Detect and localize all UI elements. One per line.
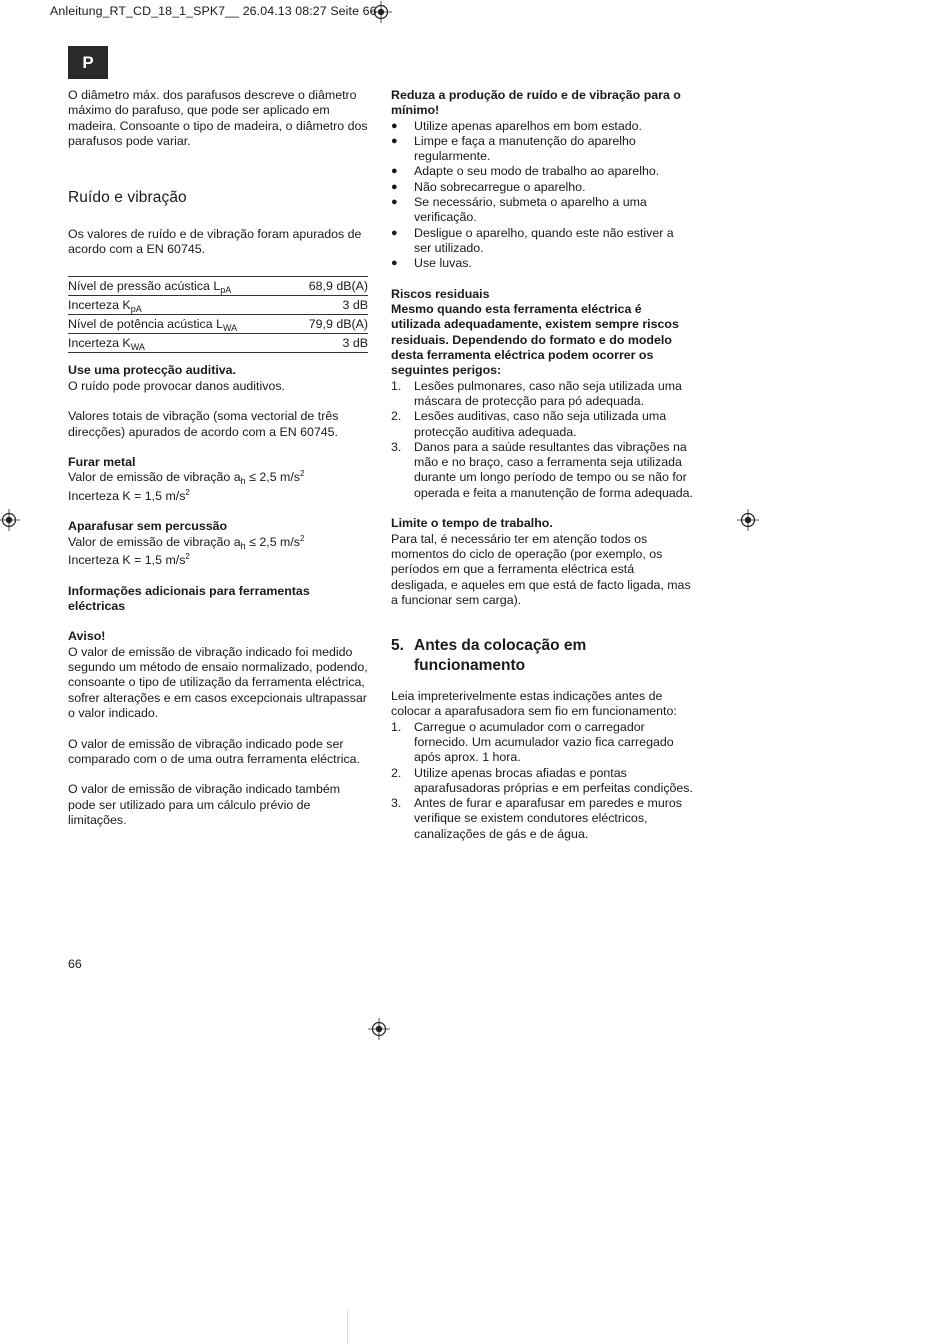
table-cell-label: Incerteza K xyxy=(68,298,131,313)
right-column xyxy=(391,88,693,842)
warning-title: Aviso! xyxy=(68,629,106,644)
chapter-heading xyxy=(391,636,693,675)
list-item-text: Se necessário, submeta o aparelho a uma verificação. xyxy=(414,195,647,225)
residual-risks-title: Riscos residuais xyxy=(391,286,490,301)
bullet-icon: ● xyxy=(391,257,398,270)
table-cell-value: 3 dB xyxy=(342,298,368,313)
screw-emission xyxy=(68,535,370,550)
list-item-text: Utilize apenas aparelhos em bom estado. xyxy=(414,118,642,133)
extra-info-title: Informações adicionais para ferramentas eléctricas xyxy=(68,583,310,613)
emission-label: Valor de emissão de vibração a xyxy=(68,470,241,485)
left-column xyxy=(68,88,370,828)
list-item xyxy=(391,195,693,226)
screw-no-impact-title: Aparafusar sem percussão xyxy=(68,519,228,534)
list-number: 1. xyxy=(391,378,402,393)
chapter-title: Antes da colocação em funcionamento xyxy=(414,637,587,674)
warning-paragraph-3: O valor de emissão de vibração indicado também pode ser utilizado para um cálculo prévio de limitações. xyxy=(68,782,341,827)
list-item xyxy=(391,379,693,410)
table-cell-subscript: WA xyxy=(130,342,145,353)
list-item-text: Lesões auditivas, caso não seja utilizada uma protecção auditiva adequada. xyxy=(414,409,667,439)
list-item-text: Lesões pulmonares, caso não seja utilizada uma máscara de protecção para pó adequada. xyxy=(414,378,682,408)
list-item-text: Desligue o aparelho, quando este não estiver a ser utilizado. xyxy=(414,225,674,255)
noise-intro-text: Os valores de ruído e de vibração foram apurados de acordo com a EN 60745. xyxy=(68,226,362,257)
list-item-text: Limpe e faça a manutenção do aparelho regularmente. xyxy=(414,133,636,164)
screw-diameter-text: O diâmetro máx. dos parafusos descreve o diâmetro máximo do parafuso, que pode ser aplicado em madeira. Consoante o tipo de madeira, o diâmetro dos parafusos pode variar. xyxy=(68,88,368,148)
reduce-noise-list xyxy=(391,119,693,272)
table-cell-value: 79,9 dB(A) xyxy=(308,317,368,332)
list-item xyxy=(391,164,693,179)
table-cell-label: Nível de potência acústica L xyxy=(68,317,223,332)
table-cell-value: 68,9 dB(A) xyxy=(308,279,368,294)
uncertainty-text: Incerteza K = 1,5 m/s xyxy=(68,488,186,503)
registration-mark-icon xyxy=(370,1,392,23)
warning-paragraph-1: O valor de emissão de vibração indicado foi medido segundo um método de ensaio normalizado, podendo, consoante o tipo de utilização da ferramenta eléctrica, sofrer alterações e em casos excepcionais ultrapassar o valor indicado. xyxy=(68,644,368,720)
table-cell-subscript: pA xyxy=(220,285,232,296)
table-row xyxy=(68,296,368,315)
warning-paragraph-2: O valor de emissão de vibração indicado pode ser comparado com o de uma outra ferramenta eléctrica. xyxy=(68,736,361,766)
list-item xyxy=(391,796,693,842)
hearing-protection-title: Use uma protecção auditiva. xyxy=(68,363,237,378)
bullet-icon: ● xyxy=(391,119,398,132)
hearing-protection-text: O ruído pode provocar danos auditivos. xyxy=(68,378,285,393)
list-number: 1. xyxy=(391,719,402,734)
table-cell-subscript: WA xyxy=(222,323,238,334)
bullet-icon: ● xyxy=(391,226,398,239)
drill-metal-emission xyxy=(68,470,370,485)
list-item xyxy=(391,256,693,271)
list-item-text: Use luvas. xyxy=(414,256,472,271)
before-use-intro: Leia impreterivelmente estas indicações antes de colocar a aparafusadora sem fio em funcionamento: xyxy=(391,689,677,719)
list-item xyxy=(391,119,693,134)
emission-unit-exponent: 2 xyxy=(299,469,305,479)
bullet-icon: ● xyxy=(391,165,398,178)
list-item xyxy=(391,134,693,165)
reduce-noise-title: Reduza a produção de ruído e de vibração para o mínimo! xyxy=(391,88,681,118)
before-use-list xyxy=(391,720,693,842)
residual-risks-intro: Mesmo quando esta ferramenta eléctrica é utilizada adequadamente, existem sempre riscos residuais. Dependendo do formato e do modelo desta ferramenta eléctrica podem ocorrer os seguintes perigos: xyxy=(391,302,679,378)
list-number: 3. xyxy=(391,439,402,454)
list-item xyxy=(391,440,693,501)
registration-mark-icon xyxy=(368,1018,390,1040)
print-header: Anleitung_RT_CD_18_1_SPK7__ 26.04.13 08:27 Seite 66 xyxy=(50,4,377,18)
registration-mark-icon xyxy=(0,509,20,531)
list-item-text: Não sobrecarregue o aparelho. xyxy=(414,179,586,194)
table-row xyxy=(68,277,368,296)
emission-value: ≤ 2,5 m/s xyxy=(245,470,300,485)
noise-table xyxy=(68,276,368,353)
emission-label: Valor de emissão de vibração a xyxy=(68,534,241,549)
list-number: 2. xyxy=(391,765,402,780)
table-row xyxy=(68,334,368,352)
list-item-text: Utilize apenas brocas afiadas e pontas aparafusadoras próprias e em perfeitas condições. xyxy=(414,765,693,795)
table-cell-value: 3 dB xyxy=(342,336,368,351)
fold-line xyxy=(347,1310,348,1344)
emission-value: ≤ 2,5 m/s xyxy=(245,534,300,549)
uncertainty-unit-exponent: 2 xyxy=(185,487,190,497)
limit-work-time-text: Para tal, é necessário ter em atenção todos os momentos do ciclo de operação (por exemplo, os períodos em que a ferramenta eléctrica está desligada, e aqueles em que está de facto ligada, mas a funcionar sem carga). xyxy=(391,531,691,607)
uncertainty-text: Incerteza K = 1,5 m/s xyxy=(68,552,186,567)
list-number: 2. xyxy=(391,409,402,424)
table-cell-label: Nível de pressão acústica L xyxy=(68,279,221,294)
list-item xyxy=(391,180,693,195)
list-item-text: Carregue o acumulador com o carregador fornecido. Um acumulador vazio fica carregado após aprox. 1 hora. xyxy=(414,719,674,765)
chapter-number: 5. xyxy=(391,637,404,655)
emission-unit-exponent: 2 xyxy=(299,533,305,543)
list-item-text: Adapte o seu modo de trabalho ao aparelho. xyxy=(414,164,660,179)
noise-vibration-heading: Ruído e vibração xyxy=(68,188,187,206)
vibration-total-text: Valores totais de vibração (soma vectorial de três direcções) apurados de acordo com a EN 60745. xyxy=(68,409,339,439)
table-cell-label: Incerteza K xyxy=(68,336,131,351)
list-item xyxy=(391,409,693,440)
emission-subscript: h xyxy=(240,476,246,487)
residual-risks-list xyxy=(391,379,693,501)
list-item xyxy=(391,766,693,797)
bullet-icon: ● xyxy=(391,180,398,193)
registration-mark-icon xyxy=(737,509,759,531)
page-number: 66 xyxy=(68,957,82,971)
emission-subscript: h xyxy=(240,540,246,551)
list-item-text: Danos para a saúde resultantes das vibrações na mão e no braço, caso a ferramenta seja utilizada durante um longo período de tempo ou se não for operada e feita a manutenção de forma adequada. xyxy=(414,439,693,500)
list-number: 3. xyxy=(391,796,402,811)
drill-metal-uncertainty xyxy=(68,489,370,504)
language-badge: P xyxy=(68,46,108,79)
table-row xyxy=(68,315,368,334)
list-item-text: Antes de furar e aparafusar em paredes e muros verifique se existem condutores eléctricos, canalizações de gás e de água. xyxy=(414,796,682,841)
list-item xyxy=(391,226,693,257)
bullet-icon: ● xyxy=(391,134,398,147)
drill-metal-title: Furar metal xyxy=(68,455,136,470)
screw-uncertainty xyxy=(68,553,370,568)
limit-work-time-title: Limite o tempo de trabalho. xyxy=(391,516,553,531)
list-item xyxy=(391,720,693,766)
uncertainty-unit-exponent: 2 xyxy=(185,551,190,561)
bullet-icon: ● xyxy=(391,196,398,209)
table-cell-subscript: pA xyxy=(130,304,142,315)
